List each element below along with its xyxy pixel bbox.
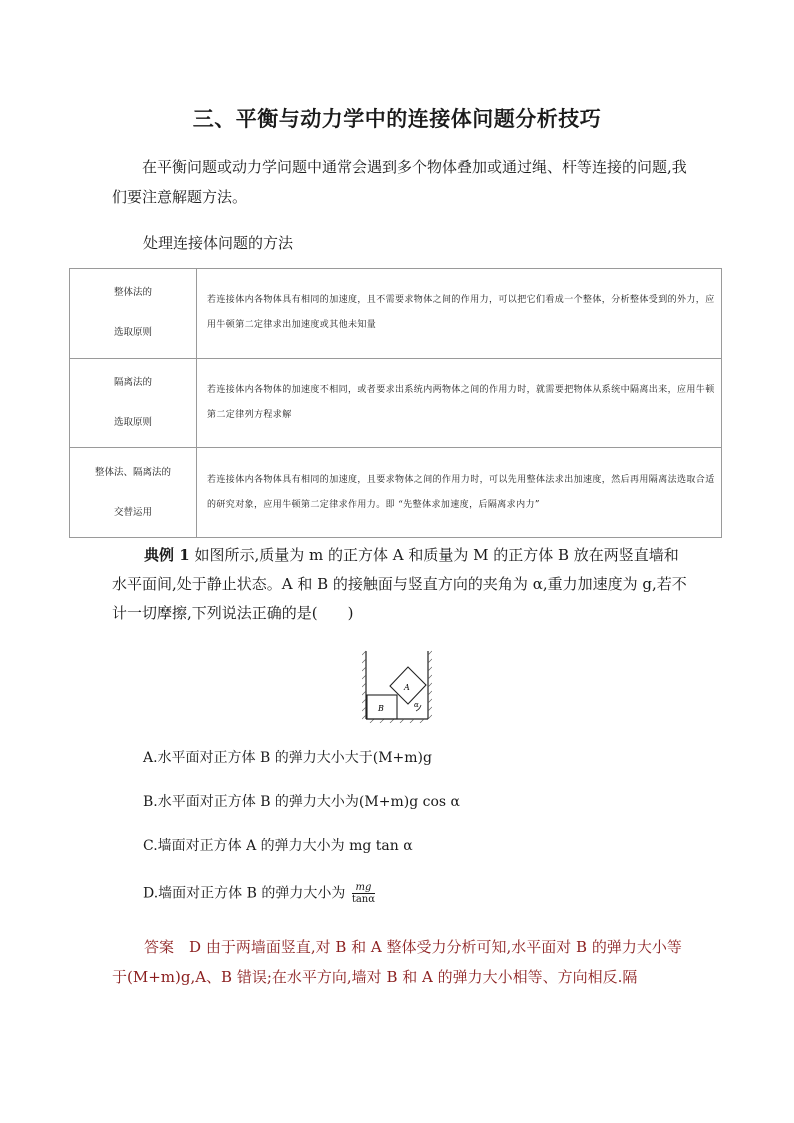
method-description-cell: 若连接体内各物体具有相同的加速度，且不需要求物体之间的作用力，可以把它们看成一个整体，分析整体受到的外力，应用牛顿第二定律求出加速度或其他未知量 <box>197 269 722 359</box>
example-question <box>112 541 692 628</box>
option-c: C.墙面对正方体 A 的弹力大小为 mg tan α <box>143 838 413 854</box>
answer-tag: 答案 D <box>144 938 202 956</box>
method-description-cell: 若连接体内各物体具有相同的加速度，且要求物体之间的作用力时，可以先用整体法求出加速度，然后再用隔离法选取合适的研究对象，应用牛顿第二定律求作用力。即 “先整体求加速度，后隔离求内力” <box>197 448 722 538</box>
blocks-between-walls-figure <box>362 649 432 723</box>
page-title: 三、平衡与动力学中的连接体问题分析技巧 <box>192 107 602 131</box>
option-d-fraction <box>352 882 375 905</box>
fraction-denominator: tanα <box>351 894 376 905</box>
method-name-cell <box>70 448 197 538</box>
method-heading: 处理连接体问题的方法 <box>143 234 294 252</box>
answer-text: 由于两墙面竖直,对 B 和 A 整体受力分析可知,水平面对 B 的弹力大小等于(M+m)g,A、B 错误;在水平方向,墙对 B 和 A 的弹力大小相等、方向相反.隔 <box>112 938 682 986</box>
block-b-label: B <box>378 704 384 713</box>
method-name-line: 整体法、隔离法的 <box>94 466 171 478</box>
method-name-line: 选取原则 <box>113 416 152 428</box>
method-name-line: 选取原则 <box>113 327 152 339</box>
angle-label: α <box>414 701 419 709</box>
option-a: A.水平面对正方体 B 的弹力大小大于(M+m)g <box>143 750 432 766</box>
methods-table <box>69 268 722 538</box>
method-name-line: 整体法的 <box>113 287 152 299</box>
table-row <box>70 448 722 538</box>
intro-paragraph: 在平衡问题或动力学问题中通常会遇到多个物体叠加或通过绳、杆等连接的问题,我们要注意解题方法。 <box>112 158 687 206</box>
block-a-label: A <box>404 683 410 692</box>
method-name-cell <box>70 269 197 359</box>
fraction-numerator: mg <box>352 882 375 894</box>
method-name-line: 交替运用 <box>113 506 152 518</box>
table-row <box>70 269 722 359</box>
example-stem: 如图所示,质量为 m 的正方体 A 和质量为 M 的正方体 B 放在两竖直墙和水平面间,处于静止状态。A 和 B 的接触面与竖直方向的夹角为 α,重力加速度为 g,若不计一切摩擦,下列说法正确的是( ) <box>112 546 687 622</box>
method-description-cell: 若连接体内各物体的加速度不相同，或者要求出系统内两物体之间的作用力时，就需要把物体从系统中隔离出来，应用牛顿第二定律列方程求解 <box>197 358 722 448</box>
example-label: 典例 1 <box>144 546 190 564</box>
option-b: B.水平面对正方体 B 的弹力大小为(M+m)g cos α <box>143 794 460 810</box>
answer-block <box>112 932 692 992</box>
method-name-cell <box>70 358 197 448</box>
option-d-text: D.墙面对正方体 B 的弹力大小为 <box>143 885 346 902</box>
option-d <box>143 882 375 905</box>
table-row <box>70 358 722 448</box>
method-name-line: 隔离法的 <box>113 376 152 388</box>
